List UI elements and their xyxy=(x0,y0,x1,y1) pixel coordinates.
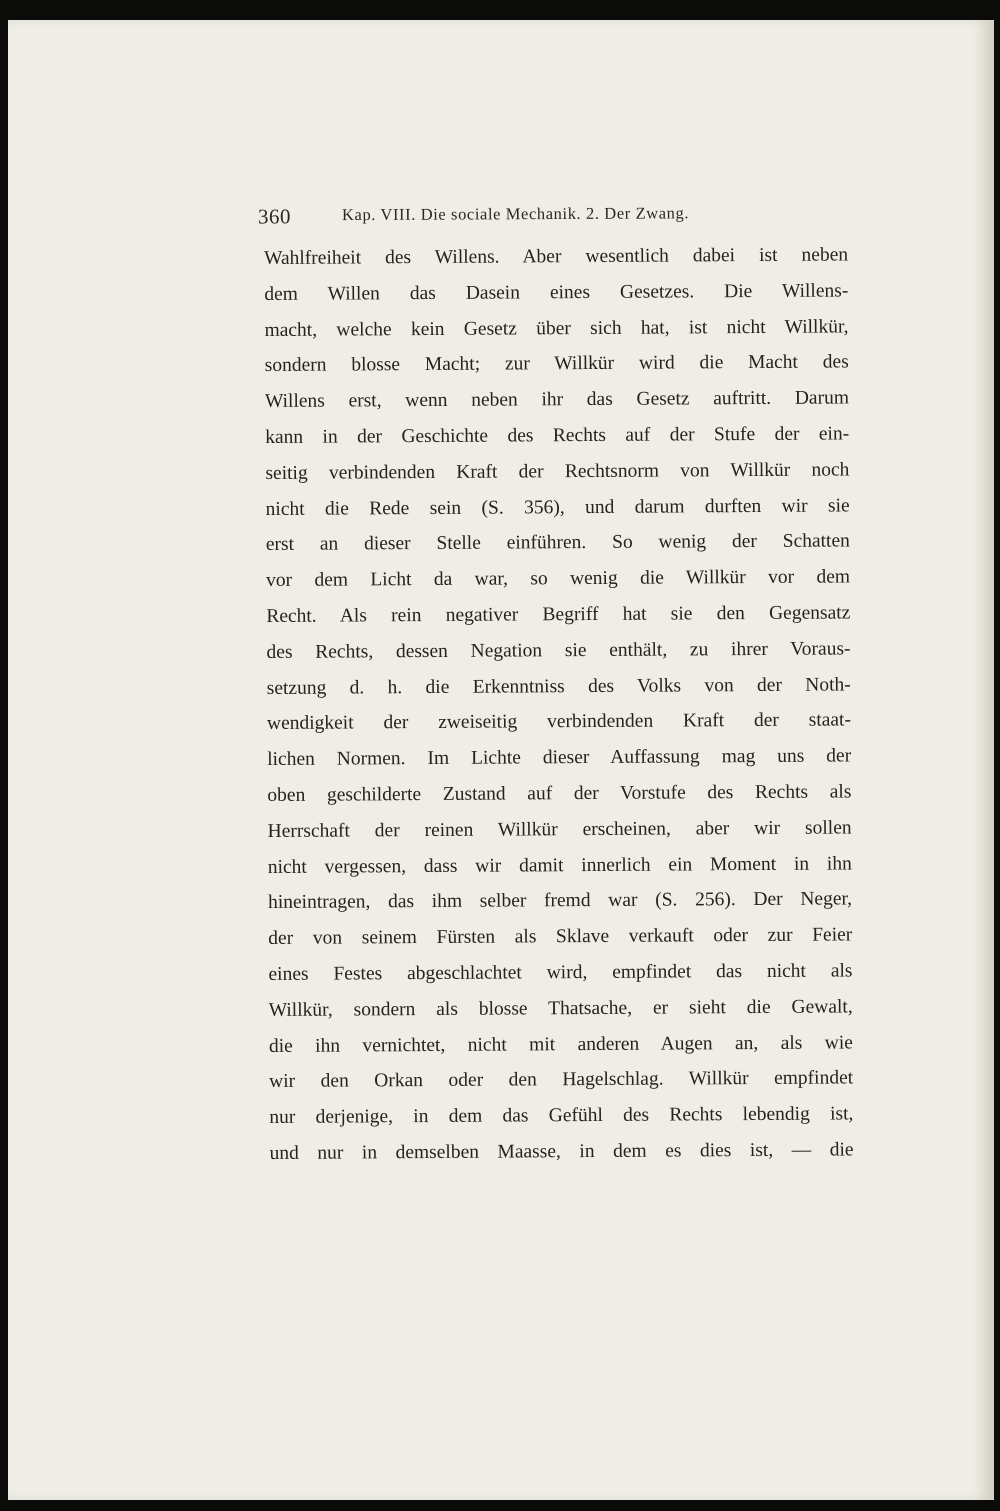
text-line: die ihn vernichtet, nicht mit anderen Augen an, als wie xyxy=(268,1031,853,1057)
text-line: nur derjenige, in dem das Gefühl des Rechts lebendig ist, xyxy=(269,1103,854,1129)
text-line: der von seinem Fürsten als Sklave verkauft oder zur Feier xyxy=(268,924,853,950)
text-line: setzung d. h. die Erkenntniss des Volks von der Noth- xyxy=(266,673,851,699)
text-line: sondern blosse Macht; zur Willkür wird die Macht des xyxy=(264,351,849,377)
text-line: hineintragen, das ihm selber fremd war (S. 256). Der Neger, xyxy=(267,888,853,914)
text-line: Willens erst, wenn neben ihr das Gesetz auftritt. Darum xyxy=(264,387,850,413)
text-line: kann in der Geschichte des Rechts auf der Stufe der ein- xyxy=(265,423,850,448)
text-line: wendigkeit der zweiseitig verbindenden Kraft der staat- xyxy=(266,709,852,735)
text-line: Wahlfreiheit des Willens. Aber wesentlich dabei ist neben xyxy=(264,244,849,269)
text-line: Herrschaft der reinen Willkür erscheinen, aber wir sollen xyxy=(267,817,852,842)
text-line: Willkür, sondern als blosse Thatsache, er sieht die Gewalt, xyxy=(268,996,853,1021)
running-head xyxy=(258,201,848,234)
text-line: lichen Normen. Im Lichte dieser Auffassung mag uns der xyxy=(267,745,852,771)
page-edge-shadow xyxy=(972,20,994,1500)
text-line: eines Festes abgeschlachtet wird, empfindet das nicht als xyxy=(268,960,853,985)
text-line: erst an dieser Stelle einführen. So wenig der Schatten xyxy=(265,530,850,556)
text-line: wir den Orkan oder den Hagelschlag. Willkür empfindet xyxy=(269,1067,854,1093)
text-line: seitig verbindenden Kraft der Rechtsnorm von Willkür noch xyxy=(265,459,850,484)
text-line: oben geschilderte Zustand auf der Vorstufe des Rechts als xyxy=(267,781,852,806)
text-line: des Rechts, dessen Negation sie enthält, zu ihrer Voraus- xyxy=(266,638,851,663)
text-line: macht, welche kein Gesetz über sich hat, ist nicht Willkür, xyxy=(264,316,849,341)
page-number: 360 xyxy=(257,204,292,229)
body-text xyxy=(264,237,854,1171)
text-line: nicht die Rede sein (S. 356), und darum durften wir sie xyxy=(265,495,850,520)
text-line: nicht vergessen, dass wir damit innerlich ein Moment in ihn xyxy=(267,852,852,878)
text-line: vor dem Licht da war, so wenig die Willkür vor dem xyxy=(266,566,851,592)
text-line: Recht. Als rein negativer Begriff hat sie den Gegensatz xyxy=(266,602,851,627)
text-line: und nur in demselben Maasse, in dem es dies ist, — die xyxy=(269,1139,854,1164)
text-line: dem Willen das Dasein eines Gesetzes. Die Willens- xyxy=(264,280,849,305)
book-page xyxy=(8,20,994,1500)
running-title: Kap. VIII. Die sociale Mechanik. 2. Der Zwang. xyxy=(341,203,690,225)
